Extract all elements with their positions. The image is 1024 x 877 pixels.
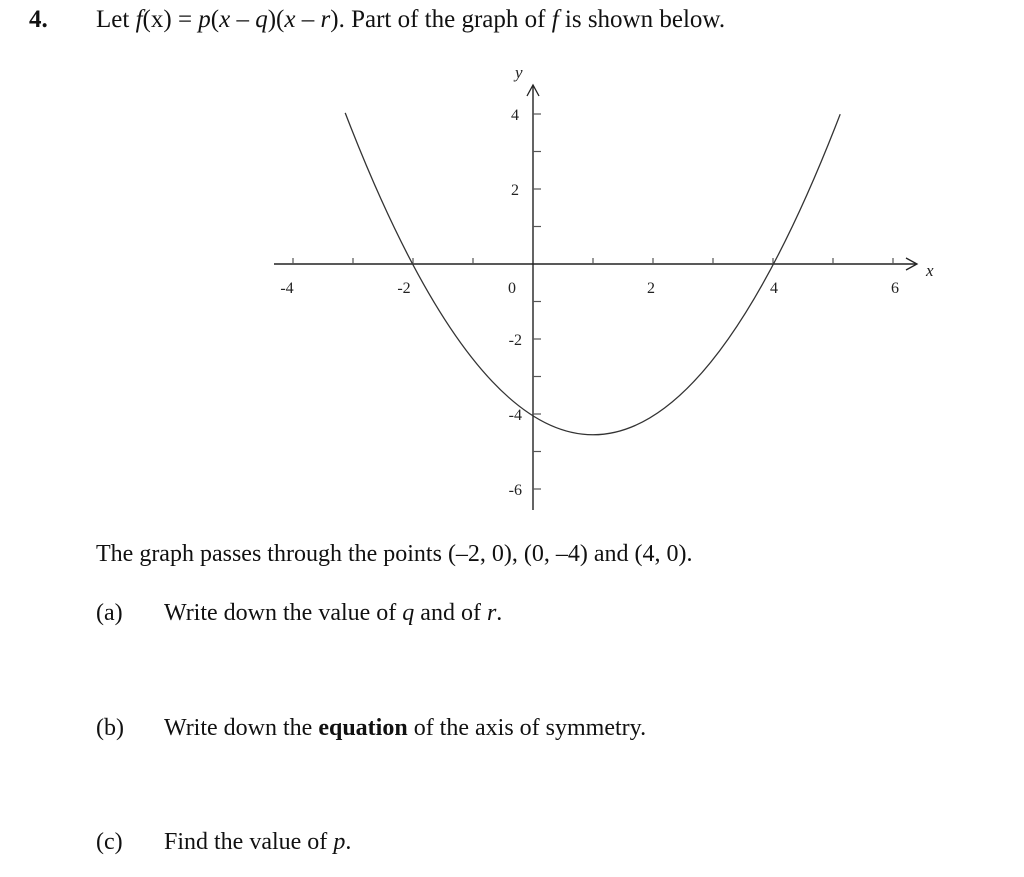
parabola-curve [345,113,840,435]
x-axis-label: x [926,261,934,280]
variable-q: q [402,600,415,626]
part-c-text [164,829,351,856]
y-tick-label: 2 [511,182,519,199]
y-tick-label: -2 [508,332,522,349]
x-tick-label: -4 [280,280,294,297]
variable-q: q [255,6,268,33]
x-tick-label: -2 [397,280,411,297]
y-axis-ticks [533,114,541,489]
x-tick-label: 0 [508,280,516,297]
part-text: . [496,600,503,626]
x-tick-label: 4 [770,280,778,297]
emphasis-equation: equation [318,715,408,741]
variable-p: p [198,6,211,33]
part-b-text [164,715,646,742]
y-tick-label: -4 [508,407,522,424]
part-a-label: (a) [96,600,123,626]
stem-text: – [295,6,321,33]
y-axis [527,85,539,510]
stem-text: ( [210,6,220,33]
stem-text: Let [96,6,136,33]
function-name: f [551,6,559,33]
variable-r: r [486,600,497,626]
part-text: . [345,829,352,855]
part-text: Write down the value of [164,600,403,626]
function-name: f [135,6,143,33]
x-tick-label: 2 [647,280,655,297]
question-number: 4. [29,6,48,33]
stem-text: . Part of the graph of [338,6,552,33]
variable-x: x [219,6,231,33]
x-tick-labels [280,280,899,297]
stem-text: )( [267,6,285,33]
given-points-text: The graph passes through the points (–2, 0), (0, –4) and (4, 0). [96,541,693,567]
stem-text: = [171,6,199,33]
part-text: of the axis of symmetry. [407,715,647,741]
part-b-label: (b) [96,715,124,741]
y-tick-label: -6 [508,482,522,499]
x-axis-ticks [293,258,893,264]
stem-text: is shown below. [558,6,726,33]
x-tick-label: 6 [891,280,899,297]
variable-r: r [320,6,331,33]
part-text: Write down the [164,715,319,741]
y-axis-label: y [515,63,523,82]
x-axis [274,258,917,270]
stem-text: (x) [142,6,172,33]
part-text: Find the value of [164,829,334,855]
part-c-label: (c) [96,829,123,855]
variable-p: p [333,829,346,855]
stem-text: – [230,6,256,33]
part-a-text [164,600,502,627]
y-tick-label: 4 [511,107,519,124]
part-text: and of [414,600,487,626]
variable-x: x [284,6,296,33]
stem-text: ) [330,6,339,33]
y-tick-labels [509,107,522,499]
